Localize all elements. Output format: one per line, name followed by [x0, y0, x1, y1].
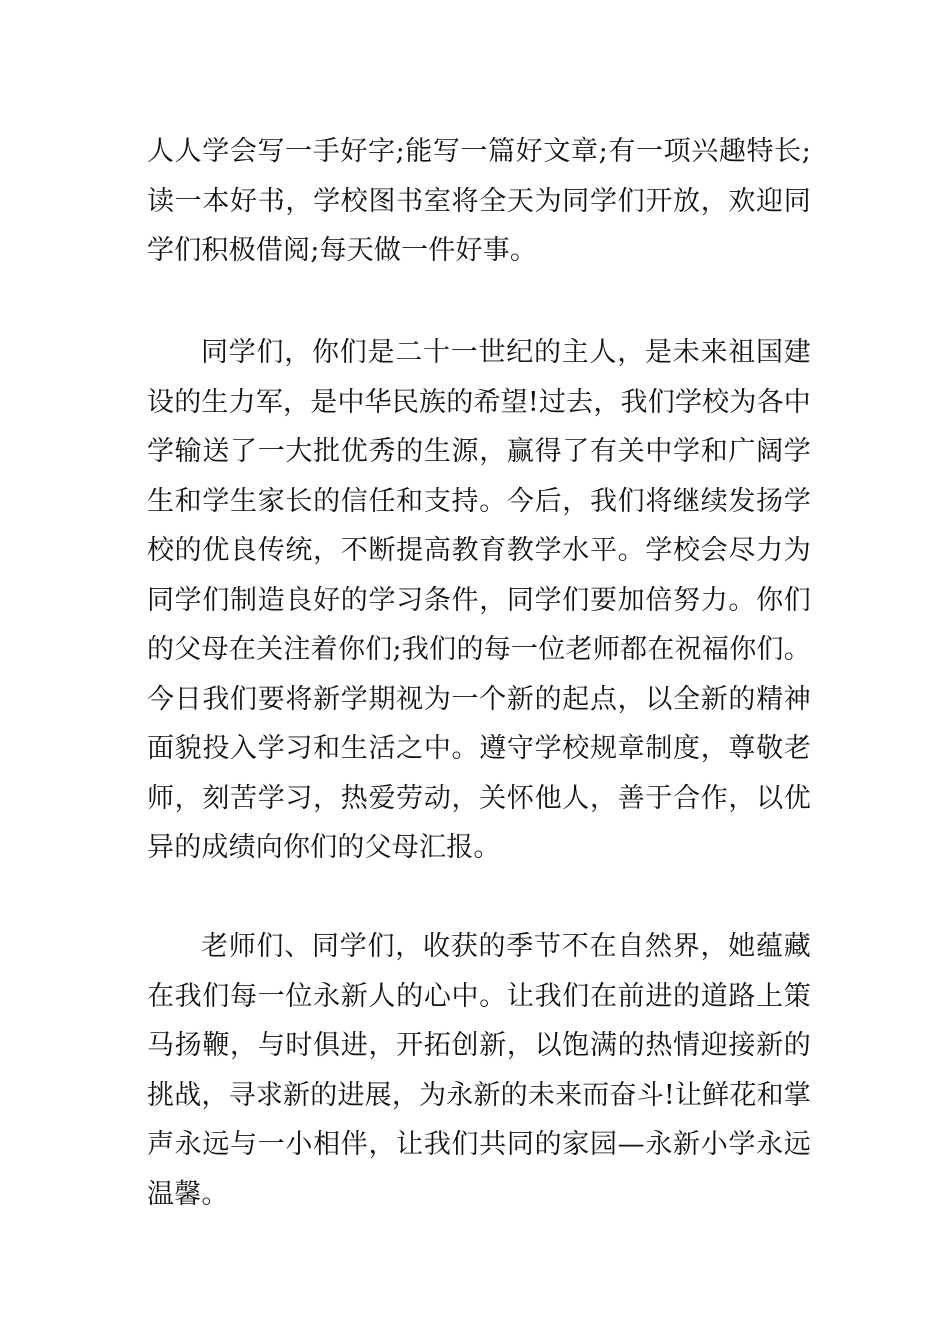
paragraph-closing: 老师们、同学们，收获的季节不在自然界，她蕴藏在我们每一位永新人的心中。让我们在前进的道路上策马扬鞭，与时俱进，开拓创新，以饱满的热情迎接新的挑战，寻求新的进展，为永新的未来而奋斗!让鲜花和掌声永远与一小相伴，让我们共同的家园—永新小学永远温馨。 — [147, 931, 811, 1210]
paragraph-continuation: 人人学会写一手好字;能写一篇好文章;有一项兴趣特长;读一本好书，学校图书室将全天为同学们开放，欢迎同学们积极借阅;每天做一件好事。 — [147, 136, 811, 266]
paragraph-students-future: 同学们，你们是二十一世纪的主人，是未来祖国建设的生力军，是中华民族的希望!过去，我们学校为各中学输送了一大批优秀的生源，赢得了有关中学和广阔学生和学生家长的信任和支持。今后，我们将继续发扬学校的优良传统，不断提高教育教学水平。学校会尽力为同学们制造良好的学习条件，同学们要加倍努力。你们的父母在关注着你们;我们的每一位老师都在祝福你们。今日我们要将新学期视为一个新的起点，以全新的精神面貌投入学习和生活之中。遵守学校规章制度，尊敬老师，刻苦学习，热爱劳动，关怀他人，善于合作，以优异的成绩向你们的父母汇报。 — [147, 337, 811, 863]
